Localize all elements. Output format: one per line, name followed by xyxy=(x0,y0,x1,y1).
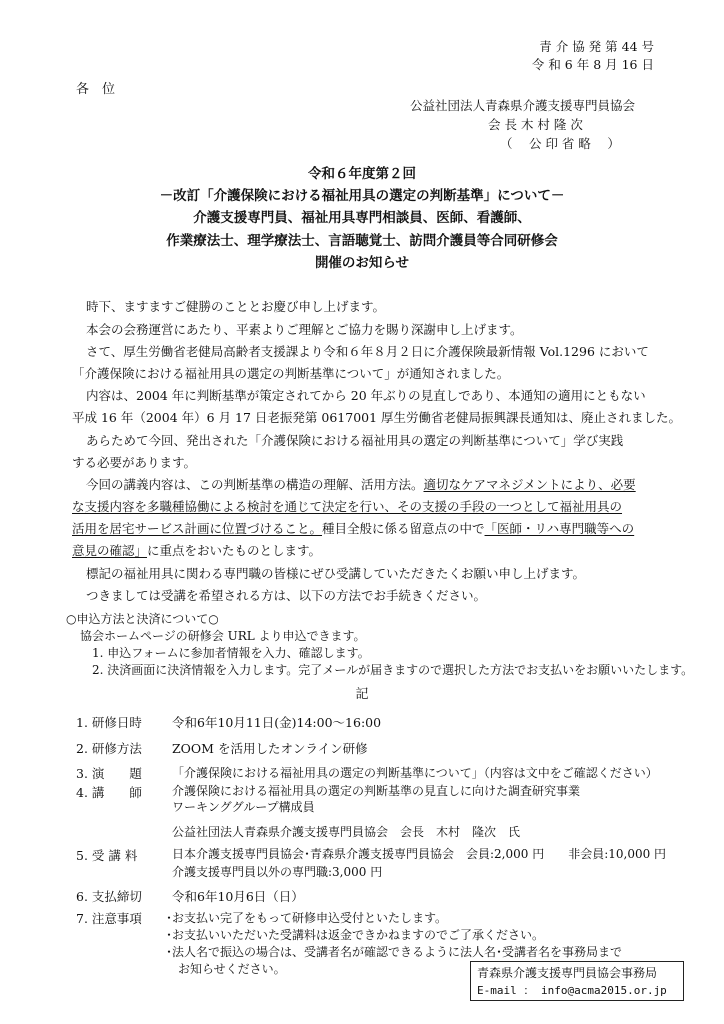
detail-method-label: 2. 研修方法 xyxy=(76,741,142,756)
application-heading: ○申込方法と決済について○ xyxy=(66,612,219,626)
body-paragraph-practice-2: する必要があります。 xyxy=(72,455,197,470)
body-paragraph-greeting: 時下、ますますご健勝のこととお慶び申し上げます。 xyxy=(86,299,386,314)
detail-note-2: ･お支払いいただいた受講料は返金できかねますのでご了承ください。 xyxy=(166,928,545,942)
contact-office: 青森県介護支援専門員協会事務局 xyxy=(477,966,658,980)
title-line-2: －改訂「介護保険における福祉用具の選定の判断基準」について－ xyxy=(159,188,565,204)
title-line-4: 作業療法士、理学療法士、言語聴覚士、訪問介護員等合同研修会 xyxy=(166,233,558,249)
sender-name: 会 長 木 村 隆 次 xyxy=(488,117,583,132)
body-paragraph-content-2: 平成 16 年（2004 年）6 月 17 日老振発第 0617001 厚生労働省老健局振興課長通知は、廃止されました。 xyxy=(72,410,682,425)
body-paragraph-notice-2: 「介護保険における福祉用具の選定の判断基準について」が通知されました。 xyxy=(72,366,510,381)
body-paragraph-content-1: 内容は、2004 年に判断基準が策定されてから 20 年ぶりの見直しであり、本通知の適用にともない xyxy=(86,388,646,403)
body-paragraph-practice-1: あらためて今回、発出された「介護保険における福祉用具の選定の判断基準について」学び実践 xyxy=(86,433,624,448)
detail-fee-value-1: 日本介護支援専門員協会･青森県介護支援専門員協会 会員:2,000 円 非会員:10,000 円 xyxy=(172,847,667,861)
seal-note: （ 公 印 省 略 ） xyxy=(500,136,620,151)
detail-note-3b: お知らせください。 xyxy=(166,962,286,976)
contact-email: E-mail ： info@acma2015.or.jp xyxy=(477,984,667,997)
detail-date-value: 令和6年10月11日(金)14:00～16:00 xyxy=(172,715,382,730)
title-line-1: 令和６年度第２回 xyxy=(308,166,416,182)
lecture-underlined-text: 「医師・リハ専門職等への xyxy=(484,521,635,536)
document-date: 令 和 6 年 8 月 16 日 xyxy=(531,57,654,72)
recipient: 各 位 xyxy=(76,82,116,97)
body-paragraph-lecture-3 xyxy=(72,519,634,537)
body-paragraph-notice-1: さて、厚生労働省老健局高齢者支援課より令和６年８月２日に介護保険最新情報 Vol.1296 において xyxy=(86,344,649,359)
body-paragraph-procedure: つきましては受講を希望される方は、以下の方法でお手続きください。 xyxy=(86,588,487,603)
detail-deadline-value: 令和6年10月6日（日） xyxy=(172,889,304,904)
detail-fee-label: 5. 受 講 料 xyxy=(76,848,138,863)
ki-heading: 記 xyxy=(355,687,369,702)
body-paragraph-lecture-1 xyxy=(86,475,636,493)
body-paragraph-thanks: 本会の会務運営にあたり、平素よりご理解とご協力を賜り深謝申し上げます。 xyxy=(86,322,523,337)
detail-note-3a: ･法人名で振込の場合は、受講者名が確認できるように法人名･受講者名を事務局まで xyxy=(166,945,623,959)
detail-lecturer-label: 4. 講 師 xyxy=(76,785,142,800)
title-line-3: 介護支援専門員、福祉用具専門相談員、医師、看護師、 xyxy=(193,210,531,226)
detail-notes-label: 7. 注意事項 xyxy=(76,911,142,926)
detail-method-value: ZOOM を活用したオンライン研修 xyxy=(172,741,368,756)
lecture-text: に重点をおいたものとします。 xyxy=(147,543,322,558)
detail-lecturer-value-2: ワーキンググループ構成員 xyxy=(172,800,315,814)
application-step-1: 1. 申込フォームに参加者情報を入力、確認します。 xyxy=(92,646,370,660)
detail-topic-value: 「介護保険における福祉用具の選定の判断基準について」（内容は文中をご確認ください） xyxy=(172,766,658,780)
detail-note-1: ･お支払い完了をもって研修申込受付といたします。 xyxy=(166,911,448,925)
application-step-2: 2. 決済画面に決済情報を入力します。完了メールが届きますので選択した方法でお支払いをお願いいたします。 xyxy=(92,663,694,677)
detail-lecturer-value-1: 介護保険における福祉用具の選定の判断基準の見直しに向けた調査研究事業 xyxy=(172,784,581,798)
body-paragraph-lecture-2: な支援内容を多職種協働による検討を通じて決定を行い、その支援の手段の一つとして福祉用具の xyxy=(72,499,623,514)
body-paragraph-lecture-4 xyxy=(72,541,321,559)
detail-fee-value-2: 介護支援専門員以外の専門職:3,000 円 xyxy=(172,865,383,879)
lecture-underlined-text: 意見の確認」 xyxy=(72,543,148,558)
contact-box xyxy=(470,961,684,1001)
sender-organization: 公益社団法人青森県介護支援専門員協会 xyxy=(410,98,636,113)
body-paragraph-request: 標記の福祉用具に関わる専門職の皆様にぜひ受講していただきたくお願い申し上げます。 xyxy=(86,566,586,581)
lecture-text: 種目全般に係る留意点の中で xyxy=(322,521,485,536)
detail-deadline-label: 6. 支払締切 xyxy=(76,889,142,904)
lecture-underlined-text: 活用を居宅サービス計画に位置づけること。 xyxy=(72,521,323,536)
lecture-text: 今回の講義内容は、この判断基準の構造の理解、活用方法。 xyxy=(86,477,424,492)
application-intro: 協会ホームページの研修会 URL より申込できます。 xyxy=(80,629,366,643)
lecture-underlined-text: 適切なケアマネジメントにより、必要 xyxy=(423,477,636,492)
title-line-5: 開催のお知らせ xyxy=(314,255,410,271)
detail-date-label: 1. 研修日時 xyxy=(76,715,142,730)
detail-lecturer-value-3: 公益社団法人青森県介護支援専門員協会 会長 木村 隆次 氏 xyxy=(172,825,521,839)
document-number: 青 介 協 発 第 44 号 xyxy=(539,39,654,54)
detail-topic-label: 3. 演 題 xyxy=(76,766,142,781)
